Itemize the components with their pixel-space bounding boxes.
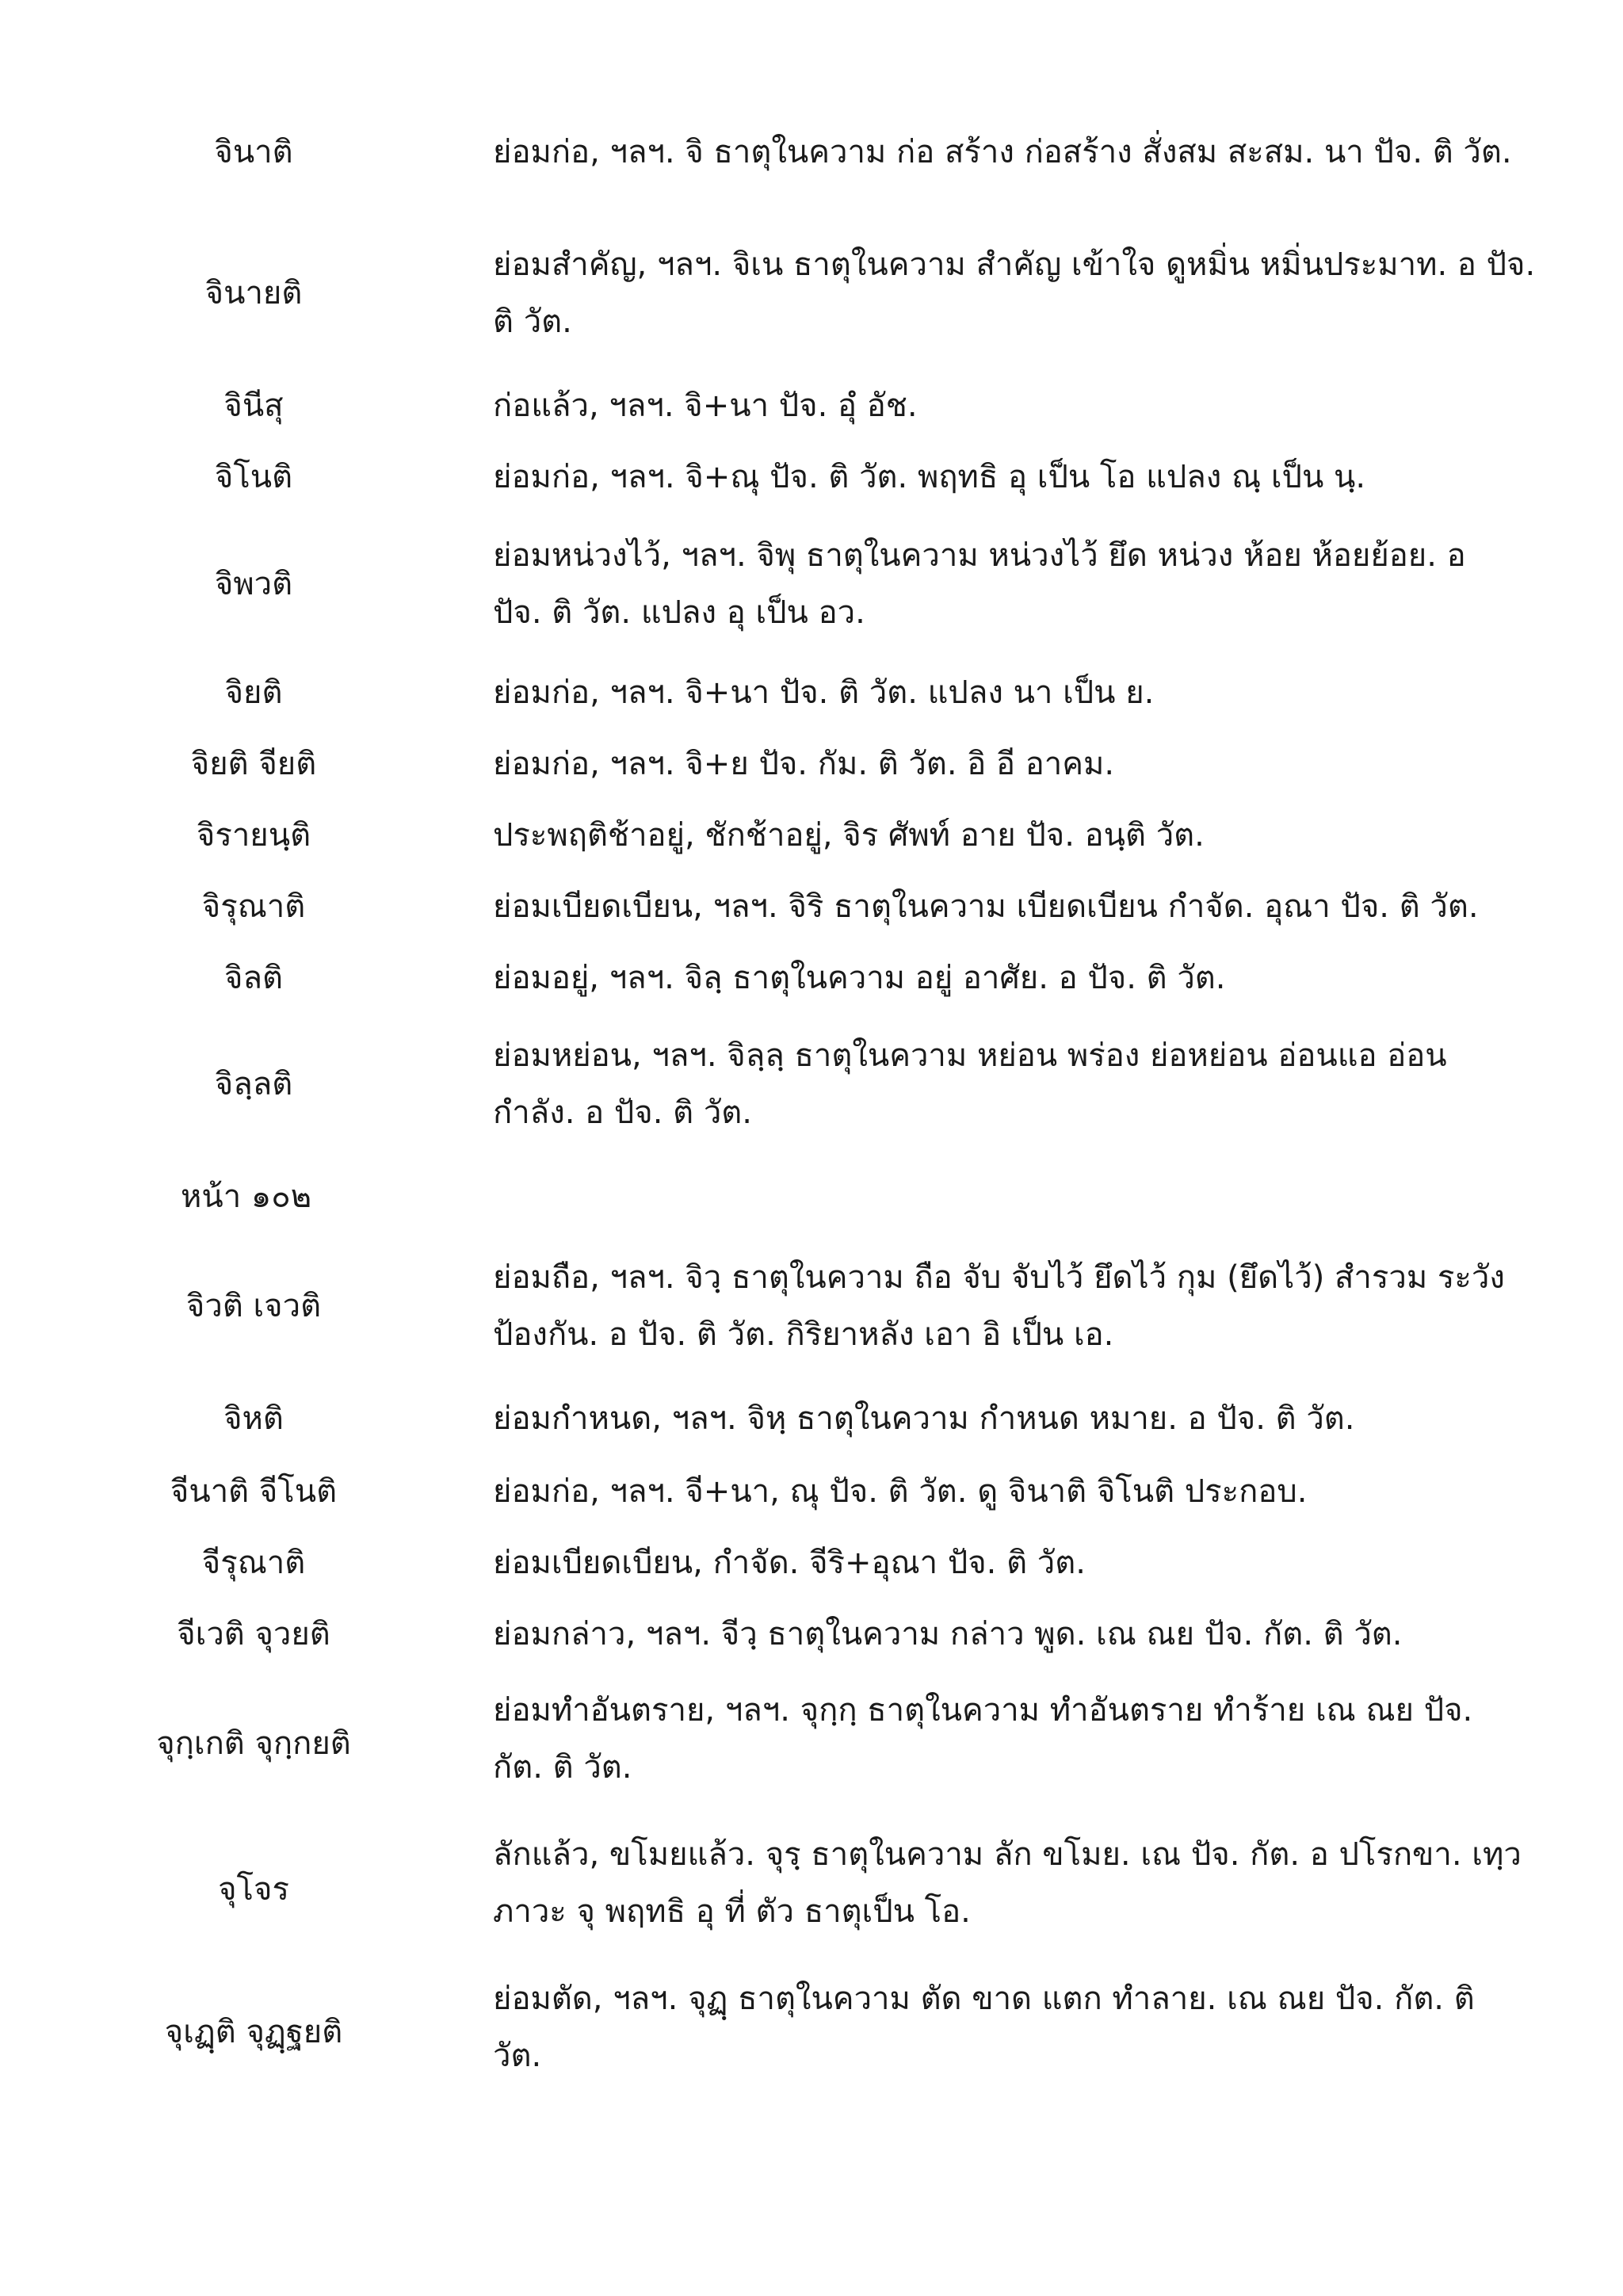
definition-line: ย่อมกำหนด, ฯลฯ. จิหฺ ธาตุในความ กำหนด หมาย. อ ปัจ. ติ วัต. [493, 1400, 1355, 1437]
entry-definition [493, 807, 1571, 864]
entry-definition [493, 377, 1571, 434]
entry-term: จิรุณาติ [201, 888, 306, 925]
definition-line: ย่อมหน่วงไว้, ฯลฯ. จิพุ ธาตุในความ หน่วงไว้ ยึด หน่วง ห้อย ห้อยย้อย. อ [493, 537, 1466, 574]
entry-definition [493, 1249, 1571, 1363]
entry-term: จิลติ [224, 960, 283, 996]
entry-definition [493, 1390, 1571, 1447]
definition-line: ประพฤติช้าอยู่, ชักช้าอยู่, จิร ศัพท์ อาย ปัจ. อนฺติ วัต. [493, 817, 1205, 854]
entry-term: จิโนติ [214, 459, 293, 495]
definition-line: ย่อมก่อ, ฯลฯ. จี+นา, ณุ ปัจ. ติ วัต. ดู จินาติ จิโนติ ประกอบ. [493, 1473, 1308, 1510]
definition-line: ติ วัต. [493, 304, 572, 340]
definition-line: กำลัง. อ ปัจ. ติ วัต. [493, 1095, 752, 1131]
definition-line: ย่อมหย่อน, ฯลฯ. จิลฺลฺ ธาตุในความ หย่อน พร่อง ย่อหย่อน อ่อนแอ อ่อน [493, 1037, 1447, 1074]
definition-line: วัต. [493, 2038, 542, 2074]
entry-definition [493, 1970, 1571, 2084]
definition-line: ป้องกัน. อ ปัจ. ติ วัต. กิริยาหลัง เอา อิ เป็น เอ. [493, 1316, 1114, 1353]
definition-line: ย่อมสำคัญ, ฯลฯ. จิเน ธาตุในความ สำคัญ เข้าใจ ดูหมิ่น หมิ่นประมาท. อ ปัจ. [493, 246, 1536, 283]
page-number: หน้า ๑๐๒ [181, 1179, 312, 1215]
entry-definition [493, 1463, 1571, 1520]
definition-line: ย่อมก่อ, ฯลฯ. จิ+ณุ ปัจ. ติ วัต. พฤทธิ อุ เป็น โอ แปลง ณฺ เป็น นฺ. [493, 459, 1366, 495]
definition-line: ย่อมถือ, ฯลฯ. จิวฺ ธาตุในความ ถือ จับ จับไว้ ยึดไว้ กุม (ยึดไว้) สำรวม ระวัง [493, 1259, 1505, 1296]
entry-definition [493, 124, 1571, 181]
entry-term: จีนาติ จีโนติ [170, 1473, 338, 1510]
entry-term: จิหติ [223, 1400, 284, 1437]
entry-definition [493, 1534, 1571, 1591]
entry-term: จิลฺลติ [214, 1066, 293, 1102]
entry-term: จิรายนฺติ [196, 817, 311, 854]
definition-line: ย่อมก่อ, ฯลฯ. จิ ธาตุในความ ก่อ สร้าง ก่อสร้าง สั่งสม สะสม. นา ปัจ. ติ วัต. [493, 134, 1512, 170]
entry-term: จินาติ [214, 134, 293, 170]
entry-term: จีรุณาติ [201, 1545, 306, 1581]
definition-line: ลักแล้ว, ขโมยแล้ว. จุรฺ ธาตุในความ ลัก ขโมย. เณ ปัจ. กัต. อ ปโรกขา. เทฺว [493, 1836, 1522, 1873]
entry-term: จุโจร [218, 1871, 289, 1908]
entry-term: จินายติ [204, 275, 303, 311]
entry-definition [493, 735, 1571, 793]
definition-line: ย่อมก่อ, ฯลฯ. จิ+นา ปัจ. ติ วัต. แปลง นา เป็น ย. [493, 674, 1155, 711]
entry-term: จิยติ จียติ [190, 746, 317, 782]
entry-term: จิยติ [224, 674, 283, 711]
definition-line: ก่อแล้ว, ฯลฯ. จิ+นา ปัจ. อุํ อัช. [493, 388, 918, 424]
entry-term: จุกฺเกติ จุกฺกยติ [156, 1725, 351, 1762]
entry-definition [493, 527, 1571, 641]
entry-definition [493, 449, 1571, 506]
definition-line: ย่อมตัด, ฯลฯ. จุฏฺ ธาตุในความ ตัด ขาด แตก ทำลาย. เณ ณย ปัจ. กัต. ติ [493, 1981, 1475, 2017]
entry-definition [493, 1027, 1571, 1141]
entry-term: จุเฏฺติ จุฏฺฐยติ [164, 2014, 343, 2050]
definition-line: ย่อมเบียดเบียน, กำจัด. จีริ+อุณา ปัจ. ติ วัต. [493, 1545, 1086, 1581]
definition-line: ย่อมอยู่, ฯลฯ. จิลฺ ธาตุในความ อยู่ อาศัย. อ ปัจ. ติ วัต. [493, 960, 1226, 996]
definition-line: ย่อมเบียดเบียน, ฯลฯ. จิริ ธาตุในความ เบียดเบียน กำจัด. อุณา ปัจ. ติ วัต. [493, 888, 1479, 925]
entry-definition [493, 1606, 1571, 1663]
definition-line: ย่อมกล่าว, ฯลฯ. จีวฺ ธาตุในความ กล่าว พูด. เณ ณย ปัจ. กัต. ติ วัต. [493, 1616, 1403, 1652]
entry-term: จิวติ เจวติ [185, 1288, 322, 1324]
definition-line: กัต. ติ วัต. [493, 1749, 632, 1786]
definition-line: ปัจ. ติ วัต. แปลง อุ เป็น อว. [493, 594, 865, 631]
definition-line: ย่อมก่อ, ฯลฯ. จิ+ย ปัจ. กัม. ติ วัต. อิ อี อาคม. [493, 746, 1115, 782]
entry-definition [493, 949, 1571, 1007]
entry-term: จิพวติ [214, 566, 293, 602]
entry-definition [493, 1682, 1571, 1796]
entry-term: จีเวติ จุวยติ [177, 1616, 330, 1652]
entry-definition [493, 1826, 1571, 1940]
entry-definition [493, 664, 1571, 721]
entry-definition [493, 878, 1571, 935]
entry-definition [493, 236, 1571, 350]
definition-line: ย่อมทำอันตราย, ฯลฯ. จุกฺกฺ ธาตุในความ ทำอันตราย ทำร้าย เณ ณย ปัจ. [493, 1692, 1473, 1729]
entry-term: จินีสุ [223, 388, 284, 424]
definition-line: ภาวะ จุ พฤทธิ อุ ที่ ตัว ธาตุเป็น โอ. [493, 1893, 971, 1930]
